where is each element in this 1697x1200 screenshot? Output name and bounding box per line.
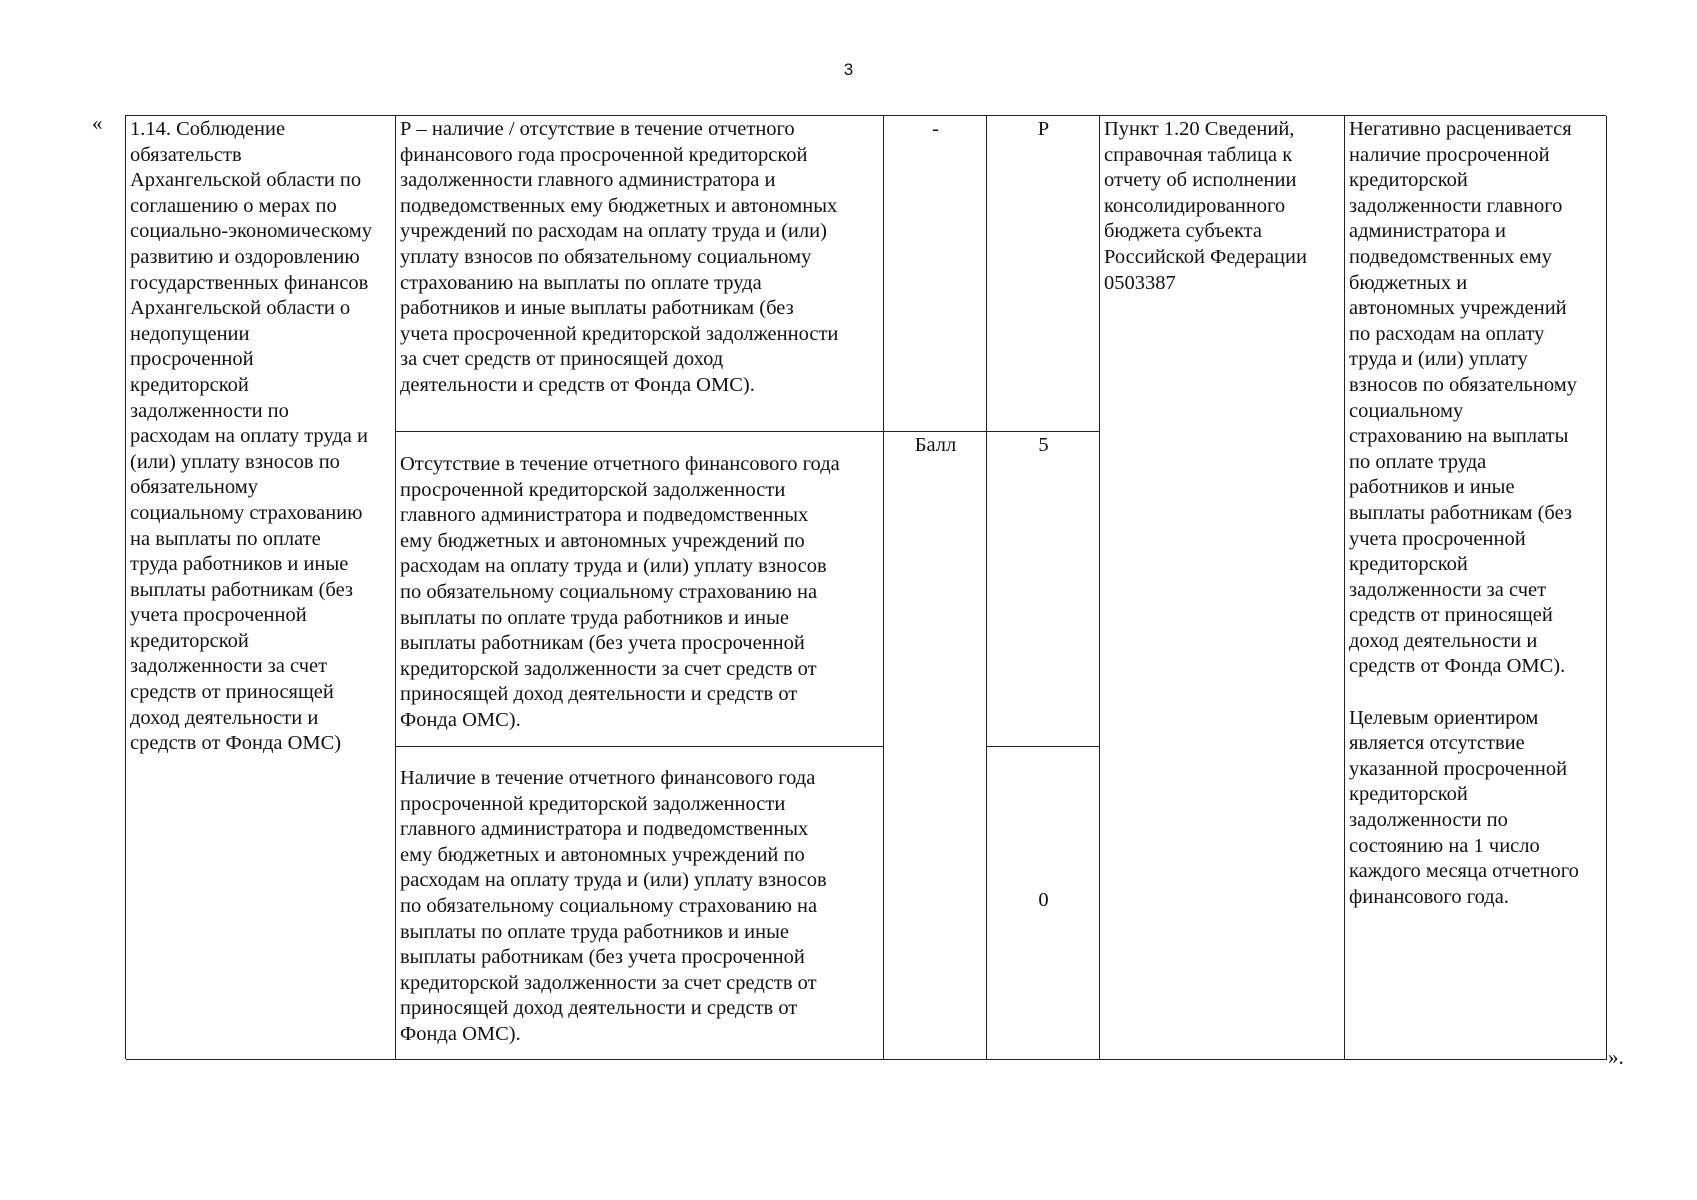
value-cell-row1: Р bbox=[987, 116, 1100, 432]
closing-quote: ». bbox=[1608, 1045, 1624, 1069]
criteria-table bbox=[125, 115, 1606, 1059]
indicator-cell: 1.14. Соблюдение обязательств Архангельской области по соглашению о мерах по социально-экономическому развитию и оздоровлению государственных финансов Архангельской области о недопущении просроченной кредиторской задолженности по расходам на оплату труда и (или) уплату взносов по обязательному социальному страхованию на выплаты по оплате труда работников и иные выплаты работникам (без учета просроченной кредиторской задолженности за счет средств от приносящей доход деятельности и средств от Фонда ОМС) bbox=[126, 116, 396, 1060]
opening-quote: « bbox=[92, 111, 103, 135]
score-absent-cell: 5 bbox=[987, 432, 1100, 747]
condition-present-cell: Наличие в течение отчетного финансового года просроченной кредиторской задолженности главного администратора и подведомственных ему бюджетных и автономных учреждений по расходам на оплату труда и (или) уплату взносов по обязательному социальному страхованию на выплаты по оплате труда работников и иные выплаты работникам (без учета просроченной кредиторской задолженности за счет средств от приносящей доход деятельности и средств от Фонда ОМС). bbox=[396, 747, 884, 1060]
comment-cell: Негативно расценивается наличие просроченной кредиторской задолженности главного администратора и подведомственных ему бюджетных и автономных учреждений по расходам на оплату труда и (или) уплату взносов по обязательному социальному страхованию на выплаты по оплате труда работников и иные выплаты работникам (без учета просроченной кредиторской задолженности за счет средств от приносящей доход деятельности и средств от Фонда ОМС). Целевым ориентиром является отсутствие указанной просроченной кредиторской задолженности по состоянию на 1 число каждого месяца отчетного финансового года. bbox=[1345, 116, 1607, 1060]
formula-cell: Р – наличие / отсутствие в течение отчетного финансового года просроченной кредиторской задолженности главного администратора и подведомственных ему бюджетных и автономных учреждений по расходам на оплату труда и (или) уплату взносов по обязательному социальному страхованию на выплаты по оплате труда работников и иные выплаты работникам (без учета просроченной кредиторской задолженности за счет средств от приносящей доход деятельности и средств от Фонда ОМС). bbox=[396, 116, 884, 432]
unit-cell-row1: - bbox=[884, 116, 987, 432]
condition-absent-cell: Отсутствие в течение отчетного финансового года просроченной кредиторской задолженности главного администратора и подведомственных ему бюджетных и автономных учреждений по расходам на оплату труда и (или) уплату взносов по обязательному социальному страхованию на выплаты по оплате труда работников и иные выплаты работникам (без учета просроченной кредиторской задолженности за счет средств от приносящей доход деятельности и средств от Фонда ОМС). bbox=[396, 432, 884, 747]
source-cell: Пункт 1.20 Сведений, справочная таблица к отчету об исполнении консолидированного бюджета субъекта Российской Федерации 0503387 bbox=[1100, 116, 1345, 1060]
page-number: 3 bbox=[843, 60, 854, 79]
unit-points-cell: Балл bbox=[884, 432, 987, 1060]
score-present-cell: 0 bbox=[987, 747, 1100, 1060]
